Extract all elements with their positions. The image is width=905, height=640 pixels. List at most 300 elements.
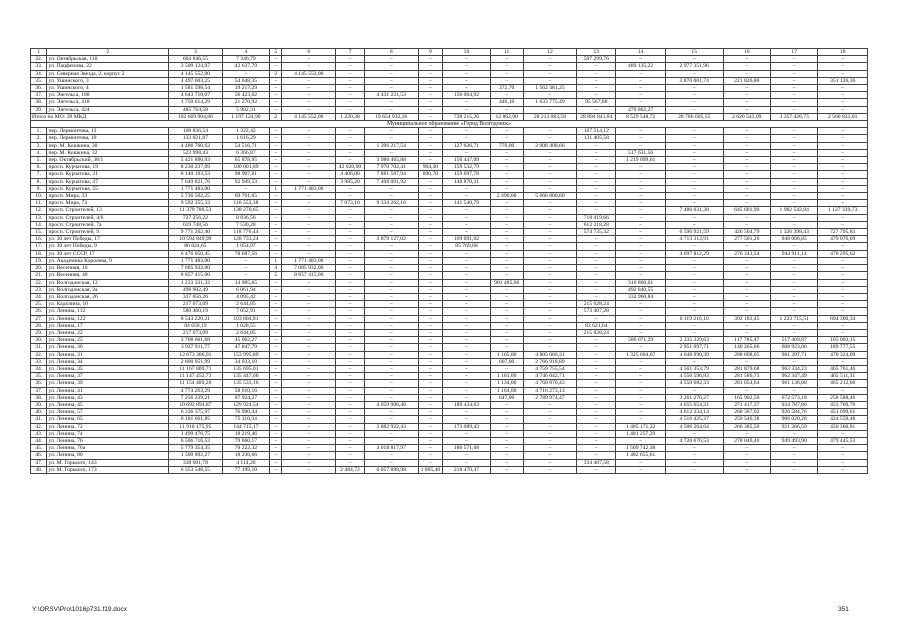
table-cell: – [770,214,817,221]
table-cell: 426 504,79 [723,229,770,236]
table-cell: – [443,416,490,423]
table-cell: – [577,373,616,380]
table-cell: ул. Ушинского, 4 [47,85,169,92]
table-cell: – [577,200,616,207]
table-cell: – [723,358,770,365]
table-cell: 32. [31,351,47,358]
table-cell: – [577,416,616,423]
table-cell: – [770,293,817,300]
table-cell: 8 857 415,00 [169,272,223,279]
table-cell: 1 562 381,25 [523,85,577,92]
table-cell: 8 836,56 [222,214,269,221]
table-cell: 117 785,47 [723,337,770,344]
table-cell: ул. Ленина, 43 [47,394,169,401]
table-cell: – [770,106,817,113]
table-cell: 647,00 [490,394,523,401]
table-cell: – [770,430,817,437]
table-cell: – [523,207,577,214]
table-cell: – [490,106,523,113]
table-cell: 901 485,66 [490,279,523,286]
table-cell: ул. Ленина, 34 [47,358,169,365]
table-cell: – [818,70,868,77]
table-cell: ул. Энгельса, 418 [47,99,169,106]
table-cell: 41. [31,416,47,423]
table-cell: – [418,409,443,416]
table-cell: – [418,265,443,272]
table-cell: просп. Строителей, 13 [47,207,169,214]
table-cell: – [616,365,665,372]
table-cell: 3 870 001,74 [665,77,723,84]
table-cell: – [443,286,490,293]
table-cell: – [443,149,490,156]
table-cell: 8 230 237,09 [169,164,223,171]
table-cell: – [723,70,770,77]
table-cell: – [336,394,365,401]
table-cell: 9 771 262,40 [169,229,223,236]
table-cell: 28. [31,322,47,329]
table-cell: – [282,409,336,416]
table-cell: – [418,329,443,336]
table-cell: – [336,416,365,423]
table-cell: – [336,236,365,243]
table-cell: – [418,416,443,423]
table-cell: 278 040,40 [723,437,770,444]
table-cell: – [577,265,616,272]
table-cell: – [577,409,616,416]
table-cell: 77 199,10 [222,466,269,473]
table-cell: 103 804,81 [222,315,269,322]
table-cell: – [490,77,523,84]
table-cell: – [616,135,665,142]
table-cell: 45. [31,445,47,452]
table-cell: 159 697,78 [443,171,490,178]
table-row [31,171,868,178]
table-cell: – [665,445,723,452]
table-cell: – [723,106,770,113]
table-cell: 6 353 548,55 [169,466,223,473]
table-cell: – [418,315,443,322]
table-cell: – [770,329,817,336]
table-cell: – [336,70,365,77]
table-cell: 3 882 922,43 [364,423,418,430]
table-cell: 1 054,97 [222,243,269,250]
table-cell: – [770,243,817,250]
table-cell: – [723,265,770,272]
table-cell: 492 840,55 [616,286,665,293]
table-cell: ул. Ленина, 76а [47,445,169,452]
table-cell: – [443,387,490,394]
table-cell: 2 789 974,47 [523,394,577,401]
table-cell: – [616,128,665,135]
table-cell: – [282,445,336,452]
table-row [31,286,868,293]
table-cell: – [523,128,577,135]
table-cell: – [523,459,577,466]
table-cell: – [616,70,665,77]
table-cell: пер. Лермонтова, 13 [47,128,169,135]
table-cell: – [818,171,868,178]
table-cell: – [443,265,490,272]
table-cell: – [270,351,282,358]
table-cell: – [364,358,418,365]
table-cell: – [364,99,418,106]
table-cell: ул. Кадолина, 10 [47,301,169,308]
table-cell: – [818,200,868,207]
table-cell: – [270,157,282,164]
table-cell: – [282,423,336,430]
table-cell: 75 110,34 [222,416,269,423]
table-cell: – [336,63,365,70]
table-cell: 156 064,92 [443,92,490,99]
table-cell: – [723,452,770,459]
table-cell: 3. [31,142,47,149]
table-cell: 597 299,76 [577,56,616,63]
table-cell: – [364,430,418,437]
table-cell: 32. [31,56,47,63]
table-cell: ул. Волгодонская, 2а [47,286,169,293]
table-cell: 645 601,90 [723,207,770,214]
section-row [31,121,868,128]
table-cell: 9. [31,185,47,192]
table-cell: 8 140 193,53 [169,171,223,178]
table-cell: – [443,63,490,70]
table-cell: – [336,322,365,329]
table-cell: – [364,308,418,315]
table-cell: – [443,70,490,77]
table-cell: 129 924,54 [222,401,269,408]
table-cell: – [336,293,365,300]
table-cell: – [270,301,282,308]
table-cell: – [270,344,282,351]
table-cell: – [270,365,282,372]
table-cell: – [577,70,616,77]
table-cell: – [616,229,665,236]
table-cell: – [418,92,443,99]
table-cell: – [523,63,577,70]
table-cell: – [270,128,282,135]
table-cell: 37. [31,92,47,99]
table-cell: ул. Ленина, 39 [47,380,169,387]
table-cell: 5 [270,272,282,279]
table-row [31,250,868,257]
table-cell: 517 409,87 [770,337,817,344]
table-cell: 38. [31,394,47,401]
table-row [31,394,868,401]
table-cell: – [577,351,616,358]
table-cell: – [270,63,282,70]
table-cell: 165 902,56 [723,394,770,401]
table-cell: 54 516,71 [222,142,269,149]
table-cell: – [443,185,490,192]
table-cell: 2 496,00 [490,193,523,200]
table-cell: – [577,193,616,200]
table-cell: – [818,221,868,228]
table-cell: 70 222,32 [222,445,269,452]
table-cell: 776,00 [490,142,523,149]
table-cell: – [336,221,365,228]
table-row [31,387,868,394]
table-cell: 5 779 354,35 [169,445,223,452]
table-cell: – [665,358,723,365]
table-cell: ул. Октябрьская, 118 [47,56,169,63]
table-cell: 3 [169,49,223,56]
table-cell: – [222,70,269,77]
table-cell: – [770,286,817,293]
table-cell: 47. [31,459,47,466]
table-cell: 4 586 264,64 [665,423,723,430]
table-cell: – [723,279,770,286]
table-cell: – [443,358,490,365]
table-cell: 95 567,88 [577,99,616,106]
table-cell: – [818,358,868,365]
table-cell: – [336,423,365,430]
table-cell: – [770,164,817,171]
table-cell: 4 059 906,46 [364,401,418,408]
table-cell: – [364,365,418,372]
table-cell: 727 256,22 [169,214,223,221]
table-cell: – [418,387,443,394]
table-cell: – [616,416,665,423]
table-cell: – [770,445,817,452]
table-cell: – [364,459,418,466]
table-cell: 2 766 918,89 [523,358,577,365]
table-cell: – [523,293,577,300]
table-cell: 1 197 124,90 [222,113,269,120]
table-cell: 12 673 386,91 [169,351,223,358]
table-cell: 4 697 812,29 [665,250,723,257]
table-cell: – [616,315,665,322]
table-cell: – [523,337,577,344]
table-cell: – [818,459,868,466]
table-cell: просп. Строителей, 4/6 [47,214,169,221]
table-cell: – [665,308,723,315]
table-cell: – [577,207,616,214]
table-cell: – [270,373,282,380]
table-cell: – [282,466,336,473]
table-cell: 141 540,79 [443,200,490,207]
table-cell: – [616,92,665,99]
table-cell: – [818,193,868,200]
table-cell: – [665,301,723,308]
table-cell: 7 073,10 [336,200,365,207]
table-cell: 4 145 552,00 [169,70,223,77]
table-cell: – [723,164,770,171]
table-cell: – [577,358,616,365]
table-cell: 38. [31,99,47,106]
table-cell: – [723,149,770,156]
table-cell: 424 559,48 [818,416,868,423]
table-cell: – [723,185,770,192]
table-cell: 478 295,62 [818,250,868,257]
table-cell: – [577,337,616,344]
table-cell: – [282,99,336,106]
table-cell: 34. [31,70,47,77]
table-cell: 1 771 483,00 [169,185,223,192]
table-cell: – [282,358,336,365]
table-cell: ул. Ленина, 17 [47,322,169,329]
table-row [31,272,868,279]
table-cell: – [577,272,616,279]
table-cell: – [523,171,577,178]
table-cell: 3 985,20 [336,178,365,185]
table-cell: – [616,344,665,351]
table-cell: – [418,286,443,293]
table-cell: – [282,229,336,236]
table-cell: 29. [31,329,47,336]
table-cell: – [364,63,418,70]
table-cell: 453 769,70 [818,401,868,408]
table-cell: – [490,416,523,423]
table-cell: – [282,373,336,380]
table-cell: – [418,423,443,430]
table-cell: 180 571,68 [443,445,490,452]
table-cell: – [222,265,269,272]
table-cell: – [282,164,336,171]
table-cell: 479 862,27 [616,106,665,113]
table-cell: – [723,85,770,92]
table-cell: – [577,315,616,322]
table-cell: – [336,459,365,466]
table-cell: 4. [31,149,47,156]
table-cell: – [336,272,365,279]
table-cell: 11 167 809,71 [169,365,223,372]
table-cell: 1 165,00 [490,351,523,358]
table-cell: – [818,92,868,99]
table-cell: – [270,236,282,243]
table-cell: – [616,77,665,84]
table-cell: – [282,459,336,466]
table-cell: – [336,56,365,63]
table-row [31,337,868,344]
table-cell: – [282,430,336,437]
table-cell: – [523,257,577,264]
table-cell: 218 470,47 [443,466,490,473]
table-cell: – [818,308,868,315]
table-cell: ул. Ленина, 31 [47,351,169,358]
table-cell: – [616,207,665,214]
table-cell: 607,00 [490,358,523,365]
table-cell: 465 511,31 [818,373,868,380]
table-cell: – [523,344,577,351]
table-cell: – [270,214,282,221]
table-cell: 7 408 001,92 [364,178,418,185]
table-cell: ул. Ленина, 72 [47,423,169,430]
table-cell: 612 218,28 [577,221,616,228]
table-cell: – [336,358,365,365]
table-cell: 6 476 050,45 [169,250,223,257]
table-row [31,92,868,99]
table-cell: – [490,337,523,344]
table-cell: – [270,279,282,286]
table-row [31,351,868,358]
table-cell: 46. [31,452,47,459]
table-cell: 2 484,72 [336,466,365,473]
table-cell: ул. Ленина, 22 [47,329,169,336]
table-cell: – [282,85,336,92]
table-cell: – [770,301,817,308]
table-cell: – [336,135,365,142]
table-cell: 28 894 841,84 [577,113,616,120]
table-cell: 727 795,83 [818,229,868,236]
table-cell: – [770,322,817,329]
table-cell: 79 060,17 [222,437,269,444]
table-cell: – [282,128,336,135]
table-cell: 6 596 921,59 [665,229,723,236]
table-cell: ул. Ленина, 76 [47,437,169,444]
table-cell: – [490,365,523,372]
table-cell: 904,30 [418,164,443,171]
table-cell: ул. Ленина, 57 [47,409,169,416]
table-cell: – [723,214,770,221]
table-cell: – [577,365,616,372]
table-cell: 86 824,65 [169,243,223,250]
table-cell: – [418,200,443,207]
table-cell: – [616,373,665,380]
table-cell: – [282,106,336,113]
table-cell: – [665,200,723,207]
table-cell: – [418,308,443,315]
table-cell: – [282,250,336,257]
table-cell: – [818,387,868,394]
table-cell: – [418,445,443,452]
table-cell: – [616,380,665,387]
table-cell: – [364,394,418,401]
table-cell: – [443,221,490,228]
table-cell: – [443,409,490,416]
table-cell: 479 445,53 [818,437,868,444]
table-cell: 1 982 542,84 [770,207,817,214]
table-cell: – [418,459,443,466]
table-cell: – [490,329,523,336]
table-cell: 65 878,95 [222,157,269,164]
table-cell: 1 500 892,27 [169,452,223,459]
table-cell: 16. [31,236,47,243]
table-cell: 2 800 951,99 [169,358,223,365]
table-cell: – [770,459,817,466]
table-cell: – [818,322,868,329]
table-cell: 672 573,18 [770,394,817,401]
table-cell: 5. [31,157,47,164]
document-page [30,48,868,474]
table-cell: – [443,229,490,236]
table-cell: 12 [523,49,577,56]
table-cell: – [418,113,443,120]
page-number: 351 [838,606,849,613]
table-cell: – [418,337,443,344]
table-cell: 944 911,14 [770,250,817,257]
table-cell: – [723,445,770,452]
table-cell: 127 626,71 [443,142,490,149]
table-cell: – [418,430,443,437]
table-cell: 19 654 932,26 [364,113,418,120]
table-cell: 1 233 715,51 [770,315,817,322]
table-cell: – [818,142,868,149]
table-cell: – [364,272,418,279]
table-cell: 1 616,29 [222,135,269,142]
table-cell: – [270,452,282,459]
total-row [31,113,868,120]
table-cell: – [443,279,490,286]
table-cell: – [523,416,577,423]
table-cell: – [723,178,770,185]
table-cell: – [364,344,418,351]
table-cell: – [665,135,723,142]
table-cell: 586 071,29 [616,337,665,344]
table-cell: – [770,85,817,92]
table-row [31,236,868,243]
table-cell: 42. [31,423,47,430]
table-cell: 7 085 932,00 [282,265,336,272]
